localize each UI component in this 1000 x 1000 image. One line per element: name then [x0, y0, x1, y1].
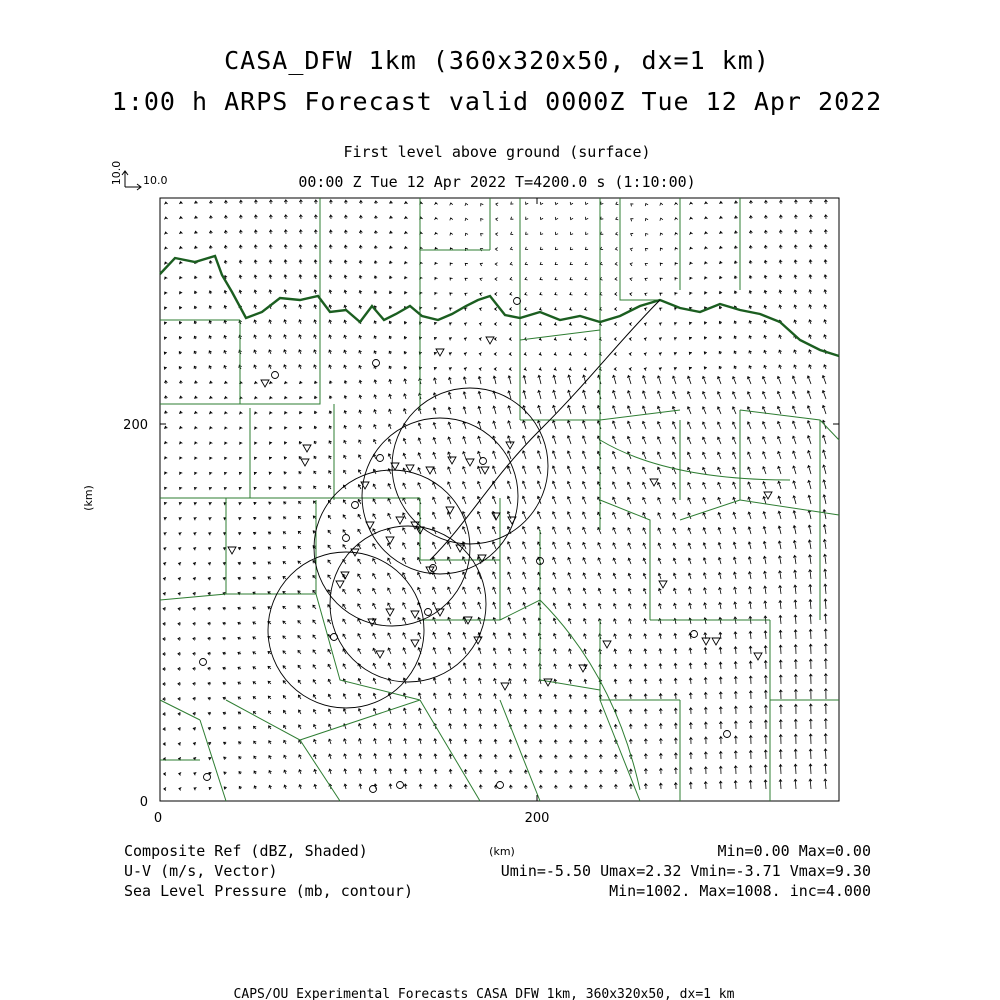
vector-scale-key: [110, 161, 168, 190]
legend-wind: U-V (m/s, Vector): [124, 862, 278, 880]
vector-key-vertical-label: 10.0: [110, 160, 123, 186]
x-tick-200: 200: [524, 811, 550, 826]
plot-area: [160, 198, 839, 801]
title-line-1: CASA_DFW 1km (360x320x50, dx=1 km): [224, 46, 770, 75]
y-tick-0: 0: [139, 795, 148, 810]
legend-pressure-range: Min=1002. Max=1008. inc=4.000: [609, 882, 871, 900]
legend-wind-range: Umin=-5.50 Umax=2.32 Vmin=-3.71 Vmax=9.30: [500, 862, 871, 880]
legend-reflectivity: Composite Ref (dBZ, Shaded): [124, 842, 368, 860]
x-axis-label: (km): [489, 845, 515, 858]
vector-key-horizontal-label: 10.0: [143, 174, 168, 187]
footer-credit: CAPS/OU Experimental Forecasts CASA DFW 1km, 360x320x50, dx=1 km: [233, 987, 735, 1000]
level-label: First level above ground (surface): [343, 143, 651, 161]
y-axis-label: (km): [82, 485, 95, 511]
x-tick-0: 0: [153, 811, 163, 826]
legend-pressure: Sea Level Pressure (mb, contour): [124, 882, 413, 900]
y-tick-200: 200: [123, 418, 148, 433]
legend-reflectivity-range: Min=0.00 Max=0.00: [717, 842, 871, 860]
time-info: 00:00 Z Tue 12 Apr 2022 T=4200.0 s (1:10:00): [298, 173, 696, 191]
title-line-2: 1:00 h ARPS Forecast valid 0000Z Tue 12 Apr 2022: [111, 87, 883, 116]
